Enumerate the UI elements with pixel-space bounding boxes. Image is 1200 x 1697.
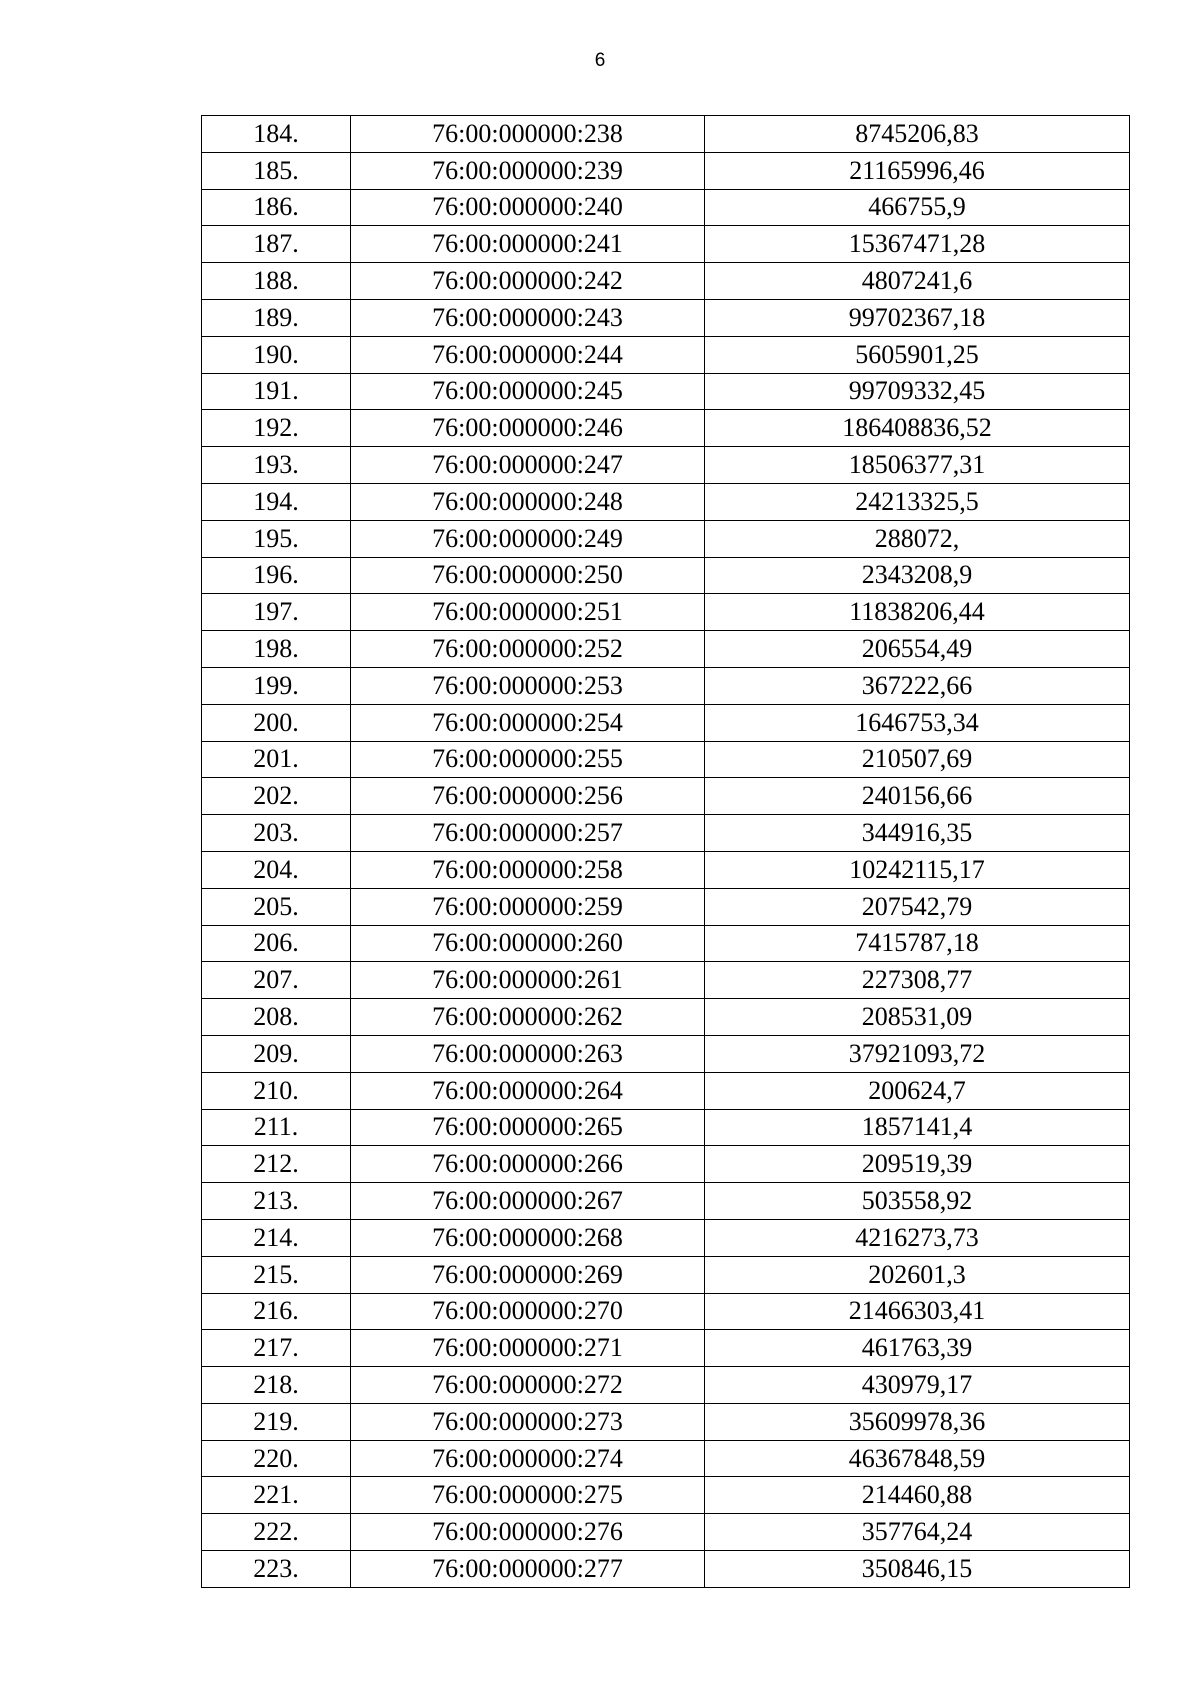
value-cell: 210507,69 bbox=[705, 741, 1130, 778]
table-row bbox=[202, 1551, 1130, 1588]
cadastral-number-cell: 76:00:000000:271 bbox=[351, 1330, 705, 1367]
table-row bbox=[202, 594, 1130, 631]
table-row bbox=[202, 851, 1130, 888]
row-number-cell: 186. bbox=[202, 189, 351, 226]
row-number-cell: 220. bbox=[202, 1440, 351, 1477]
value-cell: 7415787,18 bbox=[705, 925, 1130, 962]
cadastral-number-cell: 76:00:000000:268 bbox=[351, 1219, 705, 1256]
row-number-cell: 193. bbox=[202, 447, 351, 484]
row-number-cell: 189. bbox=[202, 299, 351, 336]
table-row bbox=[202, 1293, 1130, 1330]
row-number-cell: 203. bbox=[202, 815, 351, 852]
row-number-cell: 215. bbox=[202, 1256, 351, 1293]
row-number-cell: 217. bbox=[202, 1330, 351, 1367]
table-row bbox=[202, 520, 1130, 557]
row-number-cell: 196. bbox=[202, 557, 351, 594]
registry-table-body bbox=[202, 116, 1130, 1588]
value-cell: 209519,39 bbox=[705, 1146, 1130, 1183]
value-cell: 37921093,72 bbox=[705, 1035, 1130, 1072]
value-cell: 466755,9 bbox=[705, 189, 1130, 226]
cadastral-number-cell: 76:00:000000:253 bbox=[351, 667, 705, 704]
value-cell: 24213325,5 bbox=[705, 483, 1130, 520]
value-cell: 1857141,4 bbox=[705, 1109, 1130, 1146]
cadastral-number-cell: 76:00:000000:239 bbox=[351, 152, 705, 189]
row-number-cell: 194. bbox=[202, 483, 351, 520]
table-row bbox=[202, 815, 1130, 852]
value-cell: 2343208,9 bbox=[705, 557, 1130, 594]
value-cell: 206554,49 bbox=[705, 631, 1130, 668]
cadastral-number-cell: 76:00:000000:255 bbox=[351, 741, 705, 778]
cadastral-number-cell: 76:00:000000:256 bbox=[351, 778, 705, 815]
row-number-cell: 197. bbox=[202, 594, 351, 631]
row-number-cell: 219. bbox=[202, 1403, 351, 1440]
cadastral-number-cell: 76:00:000000:270 bbox=[351, 1293, 705, 1330]
value-cell: 200624,7 bbox=[705, 1072, 1130, 1109]
row-number-cell: 202. bbox=[202, 778, 351, 815]
table-row bbox=[202, 1072, 1130, 1109]
value-cell: 35609978,36 bbox=[705, 1403, 1130, 1440]
value-cell: 15367471,28 bbox=[705, 226, 1130, 263]
table-row bbox=[202, 152, 1130, 189]
cadastral-number-cell: 76:00:000000:238 bbox=[351, 116, 705, 153]
row-number-cell: 184. bbox=[202, 116, 351, 153]
table-row bbox=[202, 1109, 1130, 1146]
table-row bbox=[202, 1035, 1130, 1072]
cadastral-number-cell: 76:00:000000:264 bbox=[351, 1072, 705, 1109]
cadastral-number-cell: 76:00:000000:275 bbox=[351, 1477, 705, 1514]
value-cell: 350846,15 bbox=[705, 1551, 1130, 1588]
cadastral-number-cell: 76:00:000000:243 bbox=[351, 299, 705, 336]
row-number-cell: 206. bbox=[202, 925, 351, 962]
row-number-cell: 198. bbox=[202, 631, 351, 668]
cadastral-number-cell: 76:00:000000:252 bbox=[351, 631, 705, 668]
row-number-cell: 209. bbox=[202, 1035, 351, 1072]
row-number-cell: 185. bbox=[202, 152, 351, 189]
table-row bbox=[202, 1256, 1130, 1293]
table-row bbox=[202, 189, 1130, 226]
cadastral-number-cell: 76:00:000000:277 bbox=[351, 1551, 705, 1588]
cadastral-number-cell: 76:00:000000:247 bbox=[351, 447, 705, 484]
row-number-cell: 187. bbox=[202, 226, 351, 263]
cadastral-number-cell: 76:00:000000:267 bbox=[351, 1183, 705, 1220]
row-number-cell: 218. bbox=[202, 1367, 351, 1404]
row-number-cell: 216. bbox=[202, 1293, 351, 1330]
value-cell: 21466303,41 bbox=[705, 1293, 1130, 1330]
value-cell: 208531,09 bbox=[705, 999, 1130, 1036]
row-number-cell: 211. bbox=[202, 1109, 351, 1146]
table-row bbox=[202, 1183, 1130, 1220]
value-cell: 367222,66 bbox=[705, 667, 1130, 704]
cadastral-number-cell: 76:00:000000:245 bbox=[351, 373, 705, 410]
page-number: 6 bbox=[594, 50, 606, 71]
table-row bbox=[202, 116, 1130, 153]
cadastral-number-cell: 76:00:000000:258 bbox=[351, 851, 705, 888]
cadastral-number-cell: 76:00:000000:242 bbox=[351, 263, 705, 300]
cadastral-number-cell: 76:00:000000:248 bbox=[351, 483, 705, 520]
cadastral-number-cell: 76:00:000000:276 bbox=[351, 1514, 705, 1551]
row-number-cell: 190. bbox=[202, 336, 351, 373]
value-cell: 186408836,52 bbox=[705, 410, 1130, 447]
row-number-cell: 204. bbox=[202, 851, 351, 888]
row-number-cell: 188. bbox=[202, 263, 351, 300]
table-row bbox=[202, 1477, 1130, 1514]
table-row bbox=[202, 778, 1130, 815]
value-cell: 207542,79 bbox=[705, 888, 1130, 925]
value-cell: 1646753,34 bbox=[705, 704, 1130, 741]
cadastral-number-cell: 76:00:000000:259 bbox=[351, 888, 705, 925]
value-cell: 11838206,44 bbox=[705, 594, 1130, 631]
table-row bbox=[202, 999, 1130, 1036]
table-row bbox=[202, 1403, 1130, 1440]
cadastral-number-cell: 76:00:000000:263 bbox=[351, 1035, 705, 1072]
table-row bbox=[202, 557, 1130, 594]
cadastral-number-cell: 76:00:000000:240 bbox=[351, 189, 705, 226]
row-number-cell: 192. bbox=[202, 410, 351, 447]
table-row bbox=[202, 631, 1130, 668]
row-number-cell: 214. bbox=[202, 1219, 351, 1256]
row-number-cell: 223. bbox=[202, 1551, 351, 1588]
table-row bbox=[202, 483, 1130, 520]
value-cell: 8745206,83 bbox=[705, 116, 1130, 153]
table-row bbox=[202, 1330, 1130, 1367]
cadastral-number-cell: 76:00:000000:246 bbox=[351, 410, 705, 447]
cadastral-number-cell: 76:00:000000:254 bbox=[351, 704, 705, 741]
value-cell: 21165996,46 bbox=[705, 152, 1130, 189]
row-number-cell: 221. bbox=[202, 1477, 351, 1514]
row-number-cell: 213. bbox=[202, 1183, 351, 1220]
cadastral-number-cell: 76:00:000000:274 bbox=[351, 1440, 705, 1477]
value-cell: 240156,66 bbox=[705, 778, 1130, 815]
cadastral-number-cell: 76:00:000000:249 bbox=[351, 520, 705, 557]
cadastral-number-cell: 76:00:000000:266 bbox=[351, 1146, 705, 1183]
row-number-cell: 212. bbox=[202, 1146, 351, 1183]
cadastral-number-cell: 76:00:000000:250 bbox=[351, 557, 705, 594]
table-row bbox=[202, 263, 1130, 300]
value-cell: 18506377,31 bbox=[705, 447, 1130, 484]
value-cell: 344916,35 bbox=[705, 815, 1130, 852]
row-number-cell: 210. bbox=[202, 1072, 351, 1109]
cadastral-number-cell: 76:00:000000:241 bbox=[351, 226, 705, 263]
table-row bbox=[202, 410, 1130, 447]
value-cell: 5605901,25 bbox=[705, 336, 1130, 373]
table-row bbox=[202, 1440, 1130, 1477]
cadastral-number-cell: 76:00:000000:262 bbox=[351, 999, 705, 1036]
table-row bbox=[202, 1514, 1130, 1551]
row-number-cell: 191. bbox=[202, 373, 351, 410]
value-cell: 10242115,17 bbox=[705, 851, 1130, 888]
row-number-cell: 222. bbox=[202, 1514, 351, 1551]
cadastral-number-cell: 76:00:000000:265 bbox=[351, 1109, 705, 1146]
value-cell: 503558,92 bbox=[705, 1183, 1130, 1220]
row-number-cell: 205. bbox=[202, 888, 351, 925]
value-cell: 461763,39 bbox=[705, 1330, 1130, 1367]
cadastral-number-cell: 76:00:000000:257 bbox=[351, 815, 705, 852]
cadastral-number-cell: 76:00:000000:260 bbox=[351, 925, 705, 962]
row-number-cell: 199. bbox=[202, 667, 351, 704]
cadastral-number-cell: 76:00:000000:261 bbox=[351, 962, 705, 999]
value-cell: 4216273,73 bbox=[705, 1219, 1130, 1256]
table-row bbox=[202, 336, 1130, 373]
cadastral-number-cell: 76:00:000000:251 bbox=[351, 594, 705, 631]
row-number-cell: 208. bbox=[202, 999, 351, 1036]
value-cell: 99702367,18 bbox=[705, 299, 1130, 336]
table-row bbox=[202, 925, 1130, 962]
value-cell: 4807241,6 bbox=[705, 263, 1130, 300]
table-row bbox=[202, 962, 1130, 999]
table-row bbox=[202, 1219, 1130, 1256]
table-row bbox=[202, 704, 1130, 741]
row-number-cell: 201. bbox=[202, 741, 351, 778]
value-cell: 227308,77 bbox=[705, 962, 1130, 999]
table-row bbox=[202, 1146, 1130, 1183]
table-row bbox=[202, 888, 1130, 925]
value-cell: 288072, bbox=[705, 520, 1130, 557]
row-number-cell: 195. bbox=[202, 520, 351, 557]
table-row bbox=[202, 299, 1130, 336]
value-cell: 99709332,45 bbox=[705, 373, 1130, 410]
value-cell: 46367848,59 bbox=[705, 1440, 1130, 1477]
table-row bbox=[202, 1367, 1130, 1404]
value-cell: 430979,17 bbox=[705, 1367, 1130, 1404]
value-cell: 357764,24 bbox=[705, 1514, 1130, 1551]
table-row bbox=[202, 447, 1130, 484]
table-row bbox=[202, 667, 1130, 704]
value-cell: 214460,88 bbox=[705, 1477, 1130, 1514]
row-number-cell: 200. bbox=[202, 704, 351, 741]
value-cell: 202601,3 bbox=[705, 1256, 1130, 1293]
cadastral-number-cell: 76:00:000000:273 bbox=[351, 1403, 705, 1440]
row-number-cell: 207. bbox=[202, 962, 351, 999]
table-row bbox=[202, 373, 1130, 410]
table-row bbox=[202, 741, 1130, 778]
cadastral-number-cell: 76:00:000000:269 bbox=[351, 1256, 705, 1293]
cadastral-number-cell: 76:00:000000:272 bbox=[351, 1367, 705, 1404]
registry-table bbox=[201, 115, 1130, 1588]
cadastral-number-cell: 76:00:000000:244 bbox=[351, 336, 705, 373]
table-row bbox=[202, 226, 1130, 263]
